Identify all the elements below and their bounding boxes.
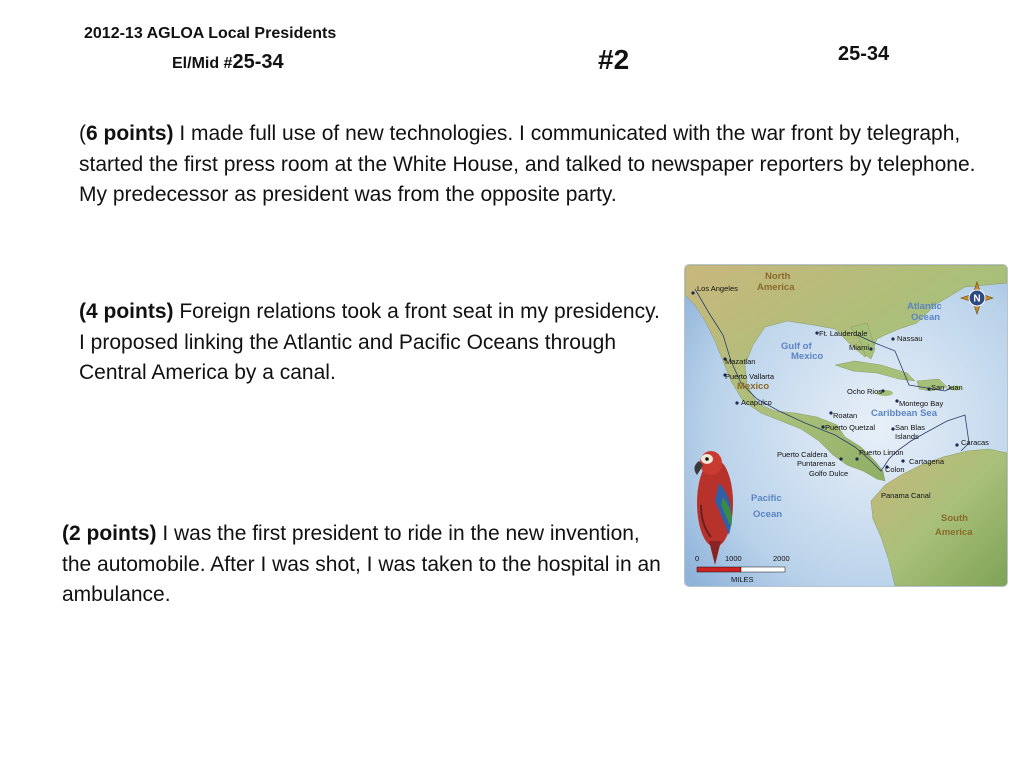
label-caribbean-sea: Caribbean Sea — [871, 408, 937, 419]
label-south: South — [941, 513, 968, 524]
label-golfo-dulce: Golfo Dulce — [809, 469, 849, 478]
clue-points-label: 6 points) — [86, 122, 174, 145]
range-label: 25-34 — [838, 43, 890, 65]
label-puerto-vallarta: Puerto Vallarta — [725, 372, 775, 381]
label-atlantic: Atlantic — [907, 301, 942, 312]
clue-text: I was the first president to ride in the new invention, the automobile. After I was shot, I was taken to the hospital in an ambulance. — [62, 522, 661, 606]
scale-tick-2000: 2000 — [773, 554, 790, 563]
clue-6-points — [79, 119, 994, 211]
label-nassau: Nassau — [897, 334, 923, 343]
clue-4-points — [79, 297, 664, 389]
label-cartagena: Cartagena — [909, 457, 945, 466]
label-gulf-mexico: Mexico — [791, 351, 824, 362]
label-san-juan: San Juan — [931, 383, 963, 392]
label-gulf-of: Gulf of — [781, 341, 812, 352]
label-colon: Colon — [885, 465, 905, 474]
label-los-angeles: Los Angeles — [697, 284, 738, 293]
scale-unit: MILES — [731, 575, 754, 584]
label-atlantic-ocean: Ocean — [911, 312, 941, 323]
clue-points-paren: ( — [79, 122, 86, 145]
label-puerto-caldera: Puerto Caldera — [777, 450, 828, 459]
clue-text: I made full use of new technologies. I communicated with the war front by telegraph, started the first press room at the White House, and talked to newspaper reporters by telephone. My predecessor as president was from the opposite party. — [79, 122, 976, 206]
compass-north-label: N — [973, 293, 981, 305]
label-san-blas-islands: Islands — [895, 432, 919, 441]
label-miami: Miami — [849, 343, 869, 352]
scale-tick-0: 0 — [695, 554, 700, 563]
label-caracas: Caracas — [961, 438, 989, 447]
label-pacific: Pacific — [751, 493, 782, 504]
label-san-blas: San Blas — [895, 423, 926, 432]
header-subtitle-prefix: El/Mid # — [172, 55, 233, 72]
label-montego-bay: Montego Bay — [899, 399, 944, 408]
label-puerto-quetzal: Puerto Quetzal — [825, 423, 876, 432]
label-north: North — [765, 271, 791, 282]
caribbean-map — [685, 265, 1007, 586]
label-ft-lauderdale: Ft. Lauderdale — [819, 329, 868, 338]
label-puerto-limon: Puerto Limon — [859, 448, 904, 457]
clue-points-label: (2 points) — [62, 522, 157, 545]
header-subtitle-range: 25-34 — [232, 51, 284, 73]
header-subtitle — [172, 51, 284, 74]
label-roatan: Roatan — [833, 411, 858, 420]
label-puntarenas: Puntarenas — [797, 459, 836, 468]
label-ocho-rios: Ocho Rios — [847, 387, 883, 396]
label-south-america: America — [935, 527, 973, 538]
label-mazatlan: Mazatlan — [725, 357, 756, 366]
label-acapulco: Acapulco — [741, 398, 772, 407]
clue-text: Foreign relations took a front seat in my presidency. I proposed linking the Atlantic and Pacific Oceans through Central America by a canal. — [79, 300, 660, 384]
clue-2-points — [62, 519, 662, 611]
label-mexico: Mexico — [737, 381, 770, 392]
scale-tick-1000: 1000 — [725, 554, 742, 563]
label-panama-canal: Panama Canal — [881, 491, 931, 500]
clue-points-label: (4 points) — [79, 300, 174, 323]
label-pacific-ocean: Ocean — [753, 509, 783, 520]
header-title: 2012-13 AGLOA Local Presidents — [84, 25, 337, 42]
slide-number: #2 — [598, 44, 630, 75]
label-america: America — [757, 282, 795, 293]
